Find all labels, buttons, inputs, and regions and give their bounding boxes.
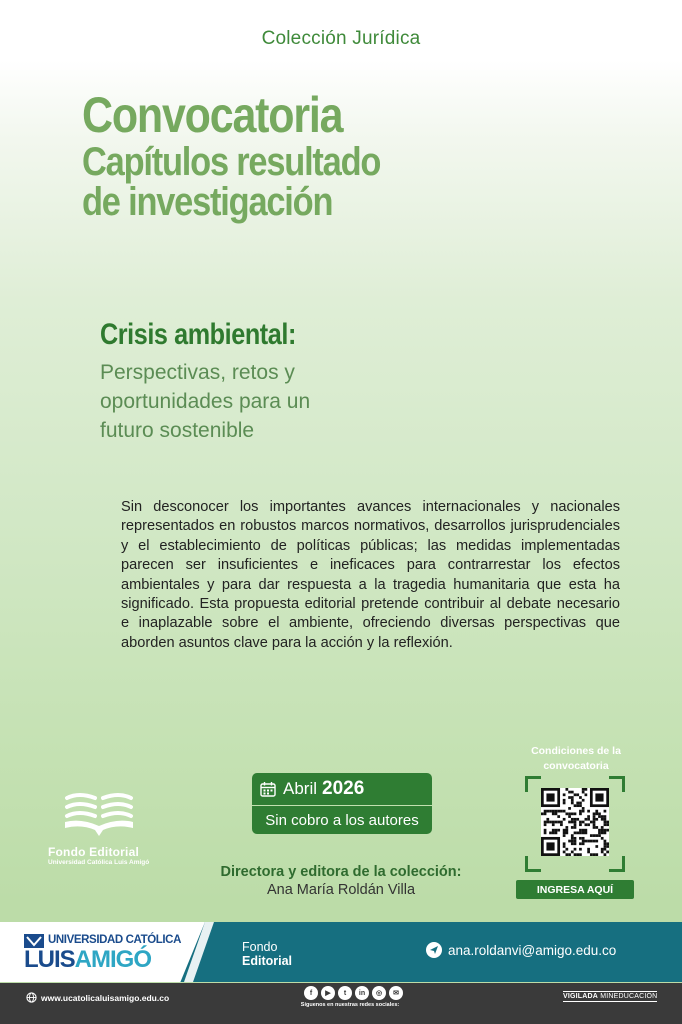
social-icon-2[interactable]: t: [338, 986, 352, 1000]
qr-enter-button[interactable]: INGRESA AQUÍ: [516, 880, 634, 899]
mineducacion-label: MINEDUCACIÓN: [600, 993, 658, 1000]
title-line-2: Capítulos resultado: [82, 140, 381, 184]
fondo-editorial-logo: [48, 790, 168, 866]
title-line-1: Convocatoria: [82, 87, 343, 143]
fondo-logo-sub: Universidad Católica Luis Amigó: [48, 859, 150, 866]
date-month: Abril: [283, 779, 318, 798]
fee-badge: Sin cobro a los autores: [252, 806, 432, 834]
qr-corner-tl: [525, 776, 541, 792]
university-name-luis: LUIS: [24, 946, 75, 973]
email-address: ana.roldanvi@amigo.edu.co: [448, 942, 617, 958]
social-icon-3[interactable]: in: [355, 986, 369, 1000]
send-icon: [426, 942, 442, 958]
social-caption: Síguenos en nuestras redes sociales:: [300, 1002, 400, 1008]
title-block: [82, 87, 429, 224]
footer-fondo-editorial: [242, 940, 292, 968]
date-badge: [252, 773, 432, 805]
website-url: www.ucatolicaluisamigo.edu.co: [41, 992, 170, 1003]
director-label: Directora y editora de la colección:: [220, 864, 462, 880]
open-book-icon: [61, 790, 137, 838]
social-icon-0[interactable]: f: [304, 986, 318, 1000]
calendar-icon: [260, 781, 276, 797]
subtitle-body: Perspectivas, retos y oportunidades para un futuro sostenible: [100, 361, 311, 442]
qr-code-icon[interactable]: [541, 788, 609, 856]
qr-corner-bl: [525, 856, 541, 872]
director-name: Ana María Roldán Villa: [266, 882, 416, 898]
university-name-amigo: AMIGÓ: [74, 946, 151, 973]
title-line-3: de investigación: [82, 180, 333, 224]
qr-corner-br: [609, 856, 625, 872]
description-paragraph: Sin desconocer los importantes avances internacionales y nacionales representados en robustos marcos normativos, desarrollos jurisprudenciales y el establecimiento de políticas públicas; las medidas implementadas parecen ser insuficientes e ineficaces para contrarrestar los efectos ambientales y para dar respuesta a la tragedia humanitaria que esta ha significado. Esta propuesta editorial pretende contribuir al debate necesario e inaplazable sobre el ambiente, ofreciendo diversas perspectivas que aborden asuntos clave para la acción y la reflexión.: [121, 499, 620, 651]
social-icon-5[interactable]: ✉: [389, 986, 403, 1000]
date-year: 2026: [322, 778, 365, 799]
social-icon-1[interactable]: ▶: [321, 986, 335, 1000]
qr-label-line-1: Condiciones de la: [531, 745, 621, 757]
social-icon-4[interactable]: ◎: [372, 986, 386, 1000]
fondo-logo-name: Fondo Editorial: [48, 845, 139, 859]
email-link[interactable]: [426, 942, 616, 958]
social-icons: [304, 986, 403, 1000]
website-link[interactable]: [26, 992, 169, 1003]
qr-label: [520, 744, 632, 774]
university-name-big[interactable]: [24, 946, 151, 974]
qr-corner-tr: [609, 776, 625, 792]
globe-icon: [26, 992, 37, 1003]
qr-frame[interactable]: [525, 776, 625, 872]
qr-label-line-2: convocatoria: [543, 760, 609, 772]
subtitle-block: [100, 318, 360, 445]
vigilada-label: VIGILADA: [563, 993, 599, 1000]
university-name-top: UNIVERSIDAD CATÓLICA: [48, 934, 181, 946]
footer-fondo-line-1: Fondo: [242, 940, 278, 954]
subtitle-heading: Crisis ambiental:: [100, 318, 296, 351]
footer-fondo-line-2: Editorial: [242, 954, 293, 968]
collection-series-label: Colección Jurídica: [261, 28, 421, 49]
vigilada-mineducacion: [563, 991, 657, 1002]
